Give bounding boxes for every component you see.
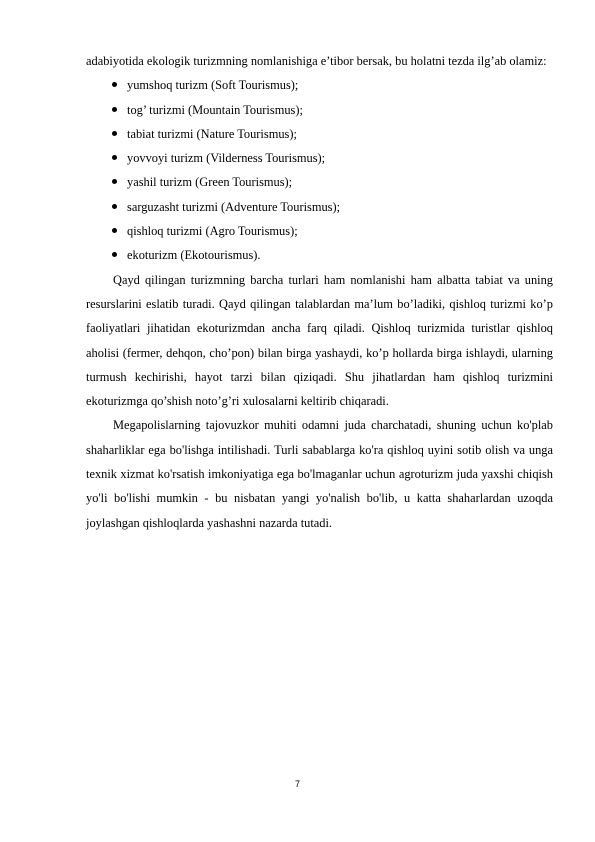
body-paragraph-2: Megapolislarning tajovuzkor muhiti odamni juda charchatadi, shuning uchun ko'plab shaharliklar ega bo'lishga intilishadi. Turli sabablarga ko'ra qishloq uyini sotib olish va unga texnik xizmat ko'rsatish imkoniyatiga ega bo'lmaganlar uchun agroturizm juda yaxshi chiqish yo'li bo'lishi mumkin - bu nisbatan yangi yo'nalish bo'lib, u katta shaharlardan uzoqda joylashgan qishloqlarda yashashni nazarda tutadi. bbox=[86, 418, 553, 530]
list-item-text: yumshoq turizm (Soft Tourismus); bbox=[127, 78, 299, 93]
list-item bbox=[112, 170, 553, 194]
list-item bbox=[112, 122, 553, 146]
list-item-text: qishloq turizmi (Agro Tourismus); bbox=[127, 224, 298, 239]
intro-paragraph: adabiyotida ekologik turizmning nomlanishiga e’tibor bersak, bu holatni tezda ilg’ab olamiz: bbox=[86, 54, 547, 68]
list-item bbox=[112, 146, 553, 170]
list-item bbox=[112, 243, 553, 267]
bullet-icon bbox=[112, 131, 117, 136]
list-item bbox=[112, 219, 553, 243]
page-number: 7 bbox=[294, 779, 300, 789]
list-item-text: yovvoyi turizm (Vilderness Tourismus); bbox=[127, 151, 326, 166]
list-item bbox=[112, 195, 553, 219]
list-item bbox=[112, 98, 553, 122]
tourism-types-list bbox=[86, 73, 553, 267]
bullet-icon bbox=[112, 252, 117, 257]
bullet-icon bbox=[112, 204, 117, 209]
list-item-text: ekoturizm (Ekotourismus). bbox=[127, 248, 261, 263]
list-item-text: tog’ turizmi (Mountain Tourismus); bbox=[127, 102, 303, 117]
list-item bbox=[112, 73, 553, 97]
body-paragraph-1: Qayd qilingan turizmning barcha turlari ham nomlanishi ham albatta tabiat va uning resurslarini eslatib turadi. Qayd qilingan talablardan ma’lum bo’ladiki, qishloq turizmi ko’p faoliyatlari jihatidan ekoturizmdan ancha farq qiladi. Qishloq turizmida turistlar qishloq aholisi (fermer, dehqon, cho’pon) bilan birga yashaydi, ko’p hollarda birga ishlaydi, ularning turmush kechirishi, hayot tarzi bilan qiziqadi. Shu jihatlardan ham qishloq turizmini ekoturizmga qo’shish noto’g’ri xulosalarni keltirib chiqaradi. bbox=[86, 272, 553, 409]
list-item-text: yashil turizm (Green Tourismus); bbox=[127, 175, 293, 190]
bullet-icon bbox=[112, 82, 117, 87]
bullet-icon bbox=[112, 155, 117, 160]
bullet-icon bbox=[112, 228, 117, 233]
list-item-text: sarguzasht turizmi (Adventure Tourismus); bbox=[127, 199, 341, 214]
document-body bbox=[86, 49, 553, 535]
bullet-icon bbox=[112, 179, 117, 184]
bullet-icon bbox=[112, 107, 117, 112]
list-item-text: tabiat turizmi (Nature Tourismus); bbox=[127, 126, 297, 141]
